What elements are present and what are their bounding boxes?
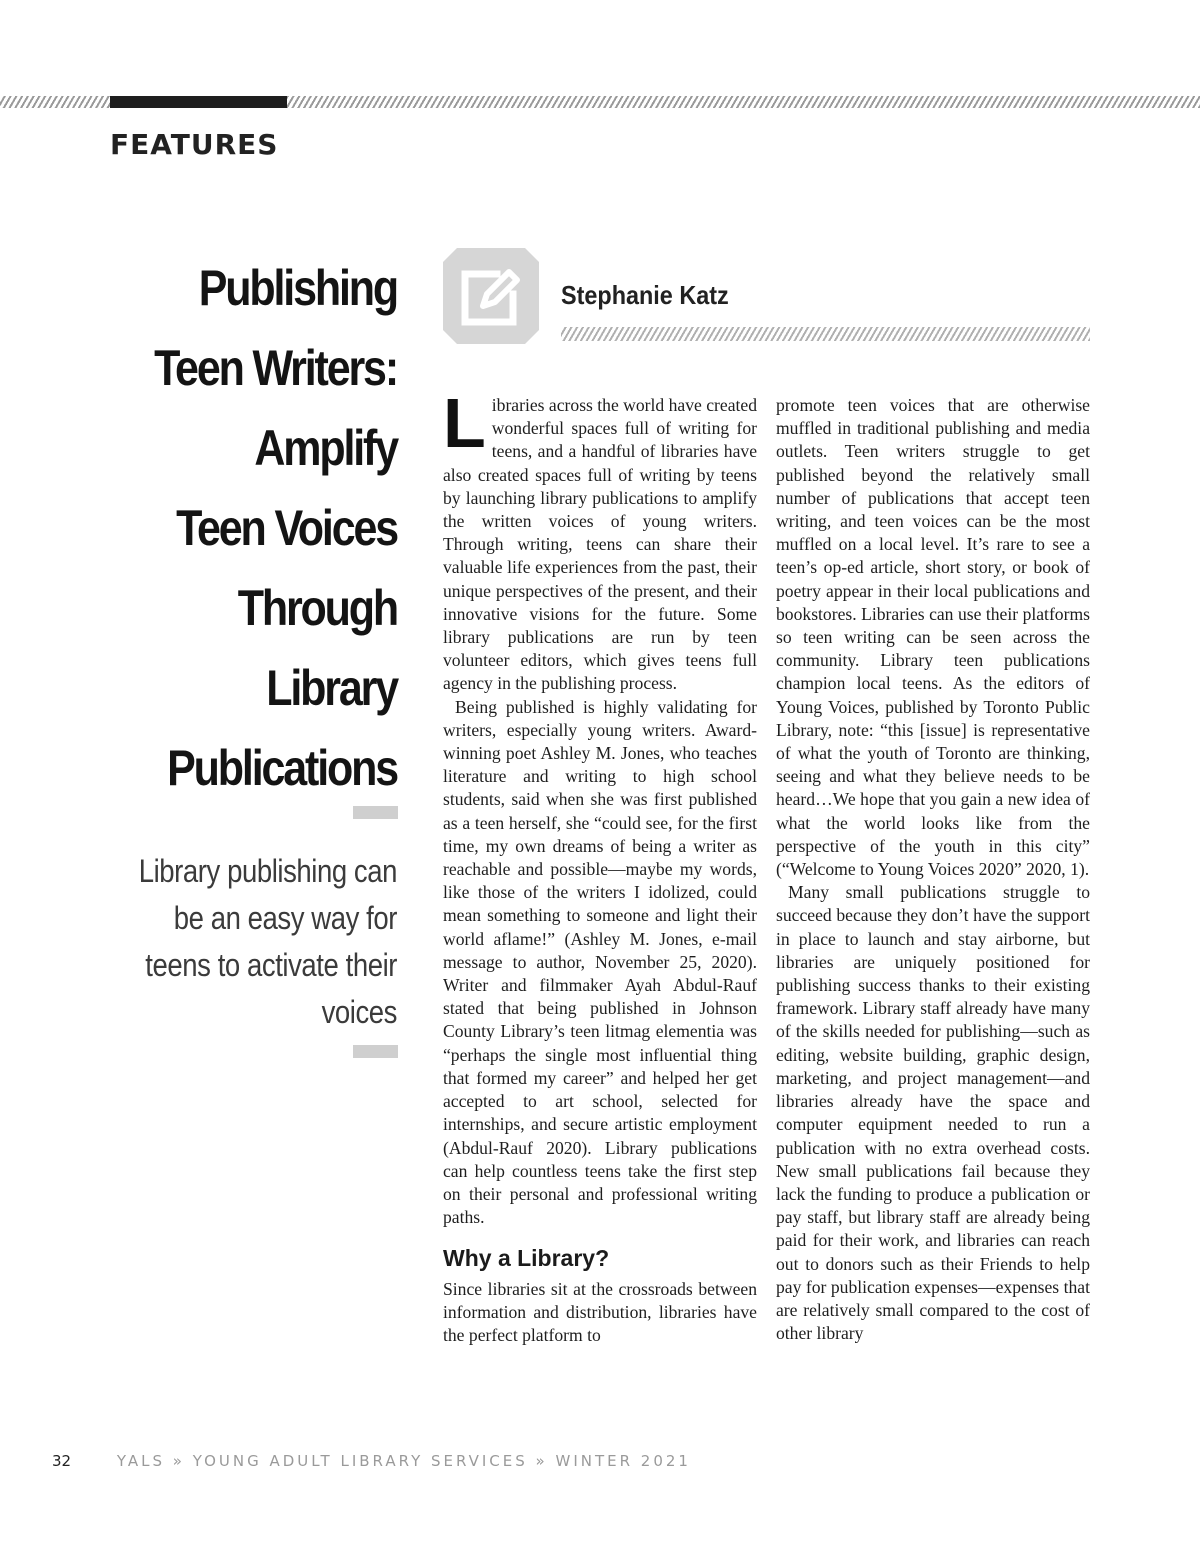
page-footer bbox=[52, 1452, 691, 1470]
body-paragraph: Being published is highly validating for writers, especially young writers. Award-winning poet Ashley M. Jones, who teaches literature and writing to high school students, said when she was first published as a teen herself, she “could see, for the first time, my own dreams of being a writer as reachable and possible—maybe my words, like those of the writers I idolized, could mean something to someone and light their world aflame!” (Ashley M. Jones, e-mail message to author, November 25, 2020). Writer and filmmaker Ayah Abdul-Rauf stated that being published in Johnson County Library’s teen litmag elementia was “perhaps the single most influential thing that formed my career” and helped her get accepted to art school, selected for internships, and secure artistic employment (Abdul-Rauf 2020). Library publications can help countless teens take the first step on their personal and professional writing paths. bbox=[443, 696, 757, 1228]
dek-line: be an easy way for bbox=[173, 900, 397, 936]
article-dek bbox=[113, 848, 397, 1036]
title-line: Publications bbox=[167, 740, 397, 796]
body-paragraph: Since libraries sit at the crossroads between information and distribution, libraries have the perfect platform to bbox=[443, 1278, 757, 1345]
dek-divider bbox=[353, 1045, 398, 1058]
body-paragraph: promote teen voices that are otherwise muffled in traditional publishing and media outlets. Teen writers struggle to get published beyond the relatively small number of publications that accept teen writing, and teen voices can be the most muffled on a local level. It’s rare to see a teen’s op-ed article, short story, or book of poetry appear in their local publications and bookstores. Libraries can use their platforms so teen writing can be seen across the community. Library teen publications champion local teens. As the editors of Young Voices, published by Toronto Public Library, note: “this [issue] is representative of what the youth of Toronto are thinking, seeing and what they believe needs to be heard…We hope that you gain a new idea of what the world looks like from the perspective of the youth in this city” (“Welcome to Young Voices 2020” 2020, 1). bbox=[776, 395, 1090, 880]
body-paragraph: Libraries across the world have created wonderful spaces full of writing for teens, and a handful of libraries have also created spaces full of writing by teens by launching library publications to amplify the written voices of young writers. Through writing, teens can share their valuable life experiences from the past, their unique perspectives of the present, and their innovative visions for the future. Some library publications are run by teen volunteer editors, which gives teens full agency in the publishing process. bbox=[443, 384, 758, 694]
subheading: Why a Library? bbox=[443, 1245, 610, 1272]
author-hatch-rule bbox=[561, 327, 1090, 341]
title-line: Teen Voices bbox=[176, 500, 397, 556]
body-column-1 bbox=[443, 384, 758, 1347]
title-line: Teen Writers: bbox=[154, 340, 397, 396]
section-accent-bar bbox=[110, 96, 287, 108]
article-title bbox=[113, 248, 397, 808]
title-line: Publishing bbox=[198, 260, 397, 316]
title-line: Amplify bbox=[254, 420, 397, 476]
author-name: Stephanie Katz bbox=[561, 280, 729, 310]
section-label: FEATURES bbox=[110, 128, 279, 161]
dek-line: Library publishing can bbox=[138, 853, 397, 889]
body-column-2 bbox=[776, 394, 1090, 1345]
title-divider bbox=[353, 806, 398, 819]
title-line: Library bbox=[266, 660, 397, 716]
body-paragraph: Many small publications struggle to succeed because they don’t have the support in place to launch and stay airborne, but libraries are uniquely positioned for publishing success thanks to their existing framework. Library staff already have many of the skills needed for publishing—such as editing, website building, graphic design, marketing, and project management—and libraries already have the space and computer equipment needed to run a publication with no extra overhead costs. New small publications fail because they lack the funding to produce a publication or pay staff, but library staff are already being paid for their work, and libraries can reach out to donors such as their Friends to help pay for publication expenses—expenses that are relatively small compared to the cost of other library bbox=[776, 882, 1090, 1344]
running-footer: YALS » YOUNG ADULT LIBRARY SERVICES » WINTER 2021 bbox=[116, 1452, 691, 1470]
title-line: Through bbox=[237, 580, 397, 636]
pencil-edit-icon bbox=[443, 248, 539, 344]
drop-cap: L bbox=[443, 384, 486, 462]
dek-line: teens to activate their bbox=[145, 947, 397, 983]
page-number: 32 bbox=[52, 1452, 72, 1470]
dek-line: voices bbox=[321, 994, 397, 1030]
